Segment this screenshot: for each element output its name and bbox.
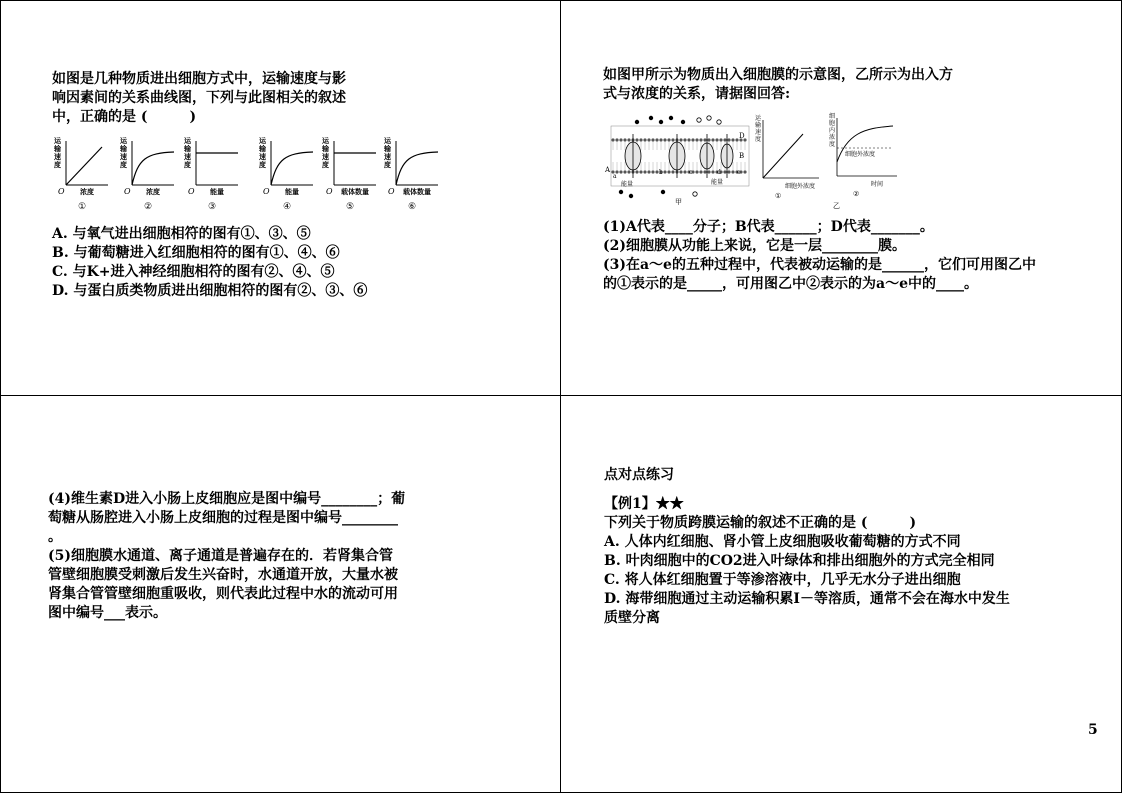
q4-stem: 下列关于物质跨膜运输的叙述不正确的是 ( ) [604, 515, 917, 531]
horizontal-divider [0, 395, 1122, 396]
q3-line-2: 萄糖从肠腔进入小肠上皮细胞的过程是图中编号________ [48, 510, 398, 526]
graph-number: ⑥ [407, 202, 417, 212]
q3-line-5: 管壁细胞膜受刺激后发生兴奋时，水通道开放，大量水被 [48, 567, 398, 583]
label-D: D [739, 132, 745, 140]
q1-graph-2-svg [118, 137, 178, 219]
practice-heading: 点对点练习 [604, 467, 674, 483]
q1-graph-5 [320, 137, 380, 219]
q2-answer-4: 的①表示的是_____，可用图乙中②表示的为a～e中的____。 [603, 276, 978, 292]
label-yi: 乙 [833, 202, 840, 210]
label-e: e [737, 169, 741, 176]
y-axis-label: 运输速度 [259, 137, 266, 169]
q3-line-7: 图中编号___表示。 [48, 605, 167, 621]
q3-line-6: 肾集合管管壁细胞重吸收，则代表此过程中水的流动可用 [48, 586, 398, 602]
y-axis-label: 运输速度 [120, 137, 127, 169]
label-b: b [659, 169, 663, 176]
q1-option-d: D. 与蛋白质类物质进出细胞相符的图有②、③、⑥ [52, 283, 368, 299]
question-2-panel [603, 66, 1083, 294]
example-label: 【例1】★★ [604, 496, 684, 512]
q1-graph-6 [382, 137, 442, 219]
q1-graph-1 [52, 137, 112, 219]
q2-stem-line-2: 式与浓度的关系，请据图回答: [603, 86, 791, 102]
energy-label-1: 能量 [621, 181, 634, 188]
x-axis-label: 能量 [210, 188, 224, 196]
q4-option-b: B. 叶肉细胞中的CO2进入叶绿体和排出细胞外的方式完全相同 [604, 553, 995, 569]
yi-graph-2-number: ② [853, 190, 860, 198]
membrane-figure-svg [603, 112, 903, 210]
question-4-panel [604, 466, 1074, 628]
origin-label: O [263, 187, 270, 196]
graph-number: ⑤ [345, 202, 355, 212]
x-axis-label: 载体数量 [403, 188, 431, 196]
graph-number: ② [143, 202, 153, 212]
y-axis-label: 运输速度 [184, 137, 191, 169]
question-3-panel [48, 490, 443, 623]
q4-option-d: D. 海带细胞通过主动运输积累I－等溶质，通常不会在海水中发生 [604, 591, 1010, 607]
q3-line-1: (4)维生素D进入小肠上皮细胞应是图中编号________；葡 [48, 491, 406, 507]
label-c: c [689, 169, 693, 176]
q2-stem-line-1: 如图甲所示为物质出入细胞膜的示意图，乙所示为出入方 [603, 67, 953, 83]
yi-graph-1-number: ① [775, 192, 782, 200]
y-axis-label: 运输速度 [54, 137, 61, 169]
membrane-figure [603, 112, 903, 210]
origin-label: O [124, 187, 131, 196]
q1-graph-1-svg [52, 137, 112, 219]
curve-linear [66, 147, 102, 185]
q1-graph-5-svg [320, 137, 380, 219]
yi-graph-1-xlabel: 细胞外浓度 [785, 183, 816, 190]
origin-label: O [326, 187, 333, 196]
q1-option-a: A. 与氧气进出细胞相符的图有①、③、⑤ [52, 226, 311, 242]
q1-graph-4-svg [257, 137, 317, 219]
origin-label: O [58, 187, 65, 196]
x-axis-label: 浓度 [80, 188, 94, 196]
yi-graph-1-ylabel: 运输速度 [755, 115, 762, 143]
q1-graph-6-svg [382, 137, 442, 219]
origin-label: O [388, 187, 395, 196]
y-axis-label: 运输速度 [322, 137, 329, 169]
yi-graph-2 [829, 113, 897, 210]
x-axis-label: 浓度 [146, 188, 160, 196]
q1-graph-4 [257, 137, 317, 219]
q2-answer-1: (1)A代表____分子；B代表______；D代表_______。 [603, 219, 934, 235]
q2-answers [603, 218, 1083, 294]
membrane-diagram [604, 116, 749, 206]
graph-number: ③ [207, 202, 217, 212]
q2-answer-3: (3)在a～e的五种过程中，代表被动运输的是______，它们可用图乙中 [603, 257, 1036, 273]
q3-line-3: 。 [48, 529, 62, 545]
page-number: 5 [1088, 722, 1098, 738]
curve-saturate [132, 152, 174, 185]
vertical-divider [560, 0, 561, 793]
q1-stem-line-2: 响因素间的关系曲线图，下列与此图相关的叙述 [52, 90, 346, 106]
q4-option-d-continued: 质壁分离 [604, 610, 660, 626]
q1-graph-3-svg [182, 137, 242, 219]
yi-graph-2-xlabel: 时间 [871, 181, 884, 188]
yi-graph-2-curve-label: 细胞外浓度 [845, 151, 876, 158]
yi-graph-2-ylabel: 细胞内浓度 [829, 113, 836, 148]
q1-graph-2 [118, 137, 178, 219]
label-a: a [613, 173, 617, 180]
question-1-panel [52, 70, 431, 301]
curve-saturate [396, 152, 438, 185]
curve-saturate [271, 152, 313, 185]
label-d: d [717, 169, 721, 176]
q1-stem-line-1: 如图是几种物质进出细胞方式中，运输速度与影 [52, 71, 346, 87]
q3-line-4: (5)细胞膜水通道、离子通道是普遍存在的．若肾集合管 [48, 548, 393, 564]
q4-option-c: C. 将人体红细胞置于等渗溶液中，几乎无水分子进出细胞 [604, 572, 961, 588]
x-axis-label: 能量 [285, 188, 299, 196]
q2-answer-2: (2)细胞膜从功能上来说，它是一层________膜。 [603, 238, 906, 254]
q4-option-a: A. 人体内红细胞、肾小管上皮细胞吸收葡萄糖的方式不同 [604, 534, 961, 550]
graph-number: ① [77, 202, 87, 212]
yi-graph-1 [755, 114, 819, 200]
q1-option-b: B. 与葡萄糖进入红细胞相符的图有①、④、⑥ [52, 245, 340, 261]
energy-label-2: 能量 [711, 179, 724, 186]
label-A: A [605, 166, 611, 174]
x-axis-label: 载体数量 [341, 188, 369, 196]
y-axis-label: 运输速度 [384, 137, 391, 169]
q1-option-c: C. 与K+进入神经细胞相符的图有②、④、⑤ [52, 264, 335, 280]
graph-number: ④ [282, 202, 292, 212]
q1-graph-3 [182, 137, 242, 219]
q1-graph-row [52, 137, 452, 219]
label-B: B [739, 152, 745, 160]
origin-label: O [188, 187, 195, 196]
q1-stem-line-3: 中，正确的是 ( ) [52, 109, 197, 125]
label-jia: 甲 [675, 198, 682, 206]
